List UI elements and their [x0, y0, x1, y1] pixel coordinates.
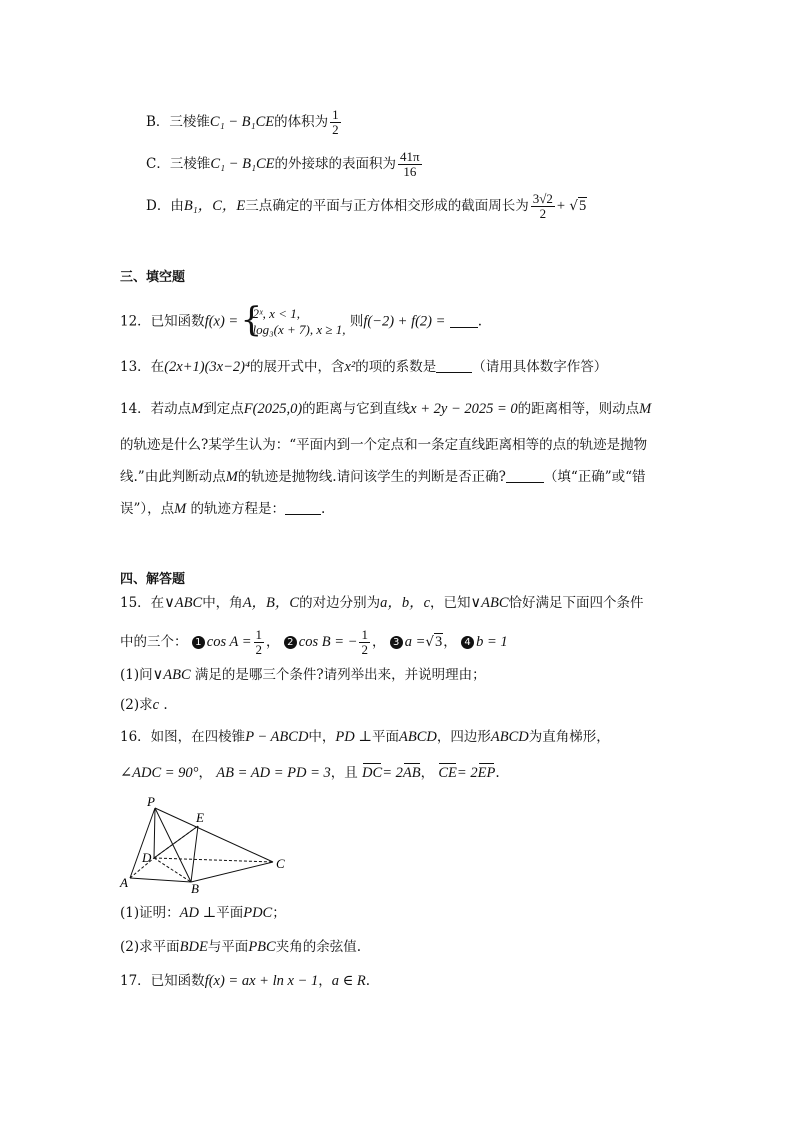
fraction-one-half: $\frac{1}{2}$ — [332, 107, 339, 137]
q17: 17．已知函数f(x) = ax + ln x − 1，a ∈ R. — [120, 973, 371, 989]
label-a: A — [120, 875, 128, 890]
q14-equation-blank[interactable] — [285, 500, 321, 515]
edge-dc — [154, 858, 273, 862]
circled-four-icon: 4 — [461, 636, 474, 649]
pyramid-expr-b: C₁ − B₁CE — [209, 114, 275, 130]
label-c: C — [276, 856, 285, 871]
q16-part-2: (2)求平面BDE与平面PBC夹角的余弦值. — [120, 939, 361, 955]
q11-option-d: D．由B₁，C，E三点确定的平面与正方体相交形成的截面周长为 $\frac{3√2}{2}$ + √5 — [146, 191, 587, 221]
label-d: D — [142, 850, 152, 865]
q13: 13．在(2x+1)(3x−2)⁴的展开式中，含x²的项的系数是 （请用具体数字作答） — [120, 359, 608, 375]
label-b: B — [191, 881, 199, 894]
q11-option-b: B．三棱锥C₁ − B₁CE的体积为 $\frac{1}{2}$ — [146, 107, 339, 137]
q16-line-1: 16．如图，在四棱锥P − ABCD中，PD ⊥平面ABCD，四边形ABCD为直角梯形， — [120, 729, 610, 745]
section-solution-title: 四、解答题 — [120, 572, 186, 587]
q12-answer-blank[interactable] — [450, 313, 478, 328]
fraction-3sqrt2-2: $\frac{3√2}{2}$ — [532, 191, 553, 221]
q14-judgement-blank[interactable] — [506, 468, 544, 483]
points-b1-c-e: B₁，C，E — [183, 198, 246, 214]
q15-part-1: (1)问∨ABC 满足的是哪三个条件?请列举出来，并说明理由； — [120, 667, 486, 683]
q14-line-1: 14．若动点M到定点F(2025,0)的距离与它到直线x + 2y − 2025 = 0的距离相等，则动点M — [120, 401, 652, 417]
edge-ab — [130, 878, 191, 882]
fraction-41pi-16: $\frac{41\pi}{16}$ — [400, 149, 420, 179]
edge-bc — [191, 862, 273, 882]
edge-be — [191, 826, 198, 882]
label-e: E — [196, 810, 204, 825]
q11-option-c: C．三棱锥C₁ − B₁CE的外接球的表面积为 $\frac{41\pi}{16}$ — [146, 149, 420, 179]
label-p: P — [147, 794, 155, 809]
q15-part-2: (2)求c . — [120, 697, 168, 713]
q16-part-1: (1)证明：AD ⊥平面PDC； — [120, 905, 286, 921]
edge-pd — [154, 808, 155, 858]
q14-line-3: 线.”由此判断动点M的轨迹是抛物线.请问该学生的判断是否正确? （填“正确”或“错 — [120, 469, 646, 485]
q12: 12．已知函数f(x) = { 2ˣ, x < 1, log₃(x + 7), x ≥ 1, 则f(−2) + f(2) = . — [120, 306, 482, 338]
q15-line-1: 15．在∨ABC中，角A，B，C的对边分别为a，b，c，已知∨ABC恰好满足下面四个条件 — [120, 595, 644, 611]
q15-line-2: 中的三个： 1 cos A = $\frac{1}{2}$ ， 2 cos B = − $\frac{1}{2}$ ， 3 a =√3， 4 b = 1 — [120, 627, 508, 657]
q16-line-2: ∠ADC = 90°， AB = AD = PD = 3，且 DC= 2AB， CE= 2EP. — [120, 765, 500, 781]
edge-pc — [155, 808, 273, 862]
q14-line-4: 误”），点M 的轨迹方程是： . — [120, 501, 326, 517]
pyramid-figure — [118, 794, 298, 894]
circled-two-icon: 2 — [284, 636, 297, 649]
q14-line-2: 的轨迹是什么?某学生认为：“平面内到一个定点和一条定直线距离相等的点的轨迹是抛物 — [120, 437, 648, 453]
piecewise-system: { 2ˣ, x < 1, log₃(x + 7), x ≥ 1, — [243, 306, 346, 338]
circled-three-icon: 3 — [390, 636, 403, 649]
q13-answer-blank[interactable] — [436, 358, 472, 373]
section-fill-in-title: 三、填空题 — [120, 270, 186, 285]
pyramid-expr-c: C₁ − B₁CE — [210, 156, 275, 172]
circled-one-icon: 1 — [192, 636, 205, 649]
